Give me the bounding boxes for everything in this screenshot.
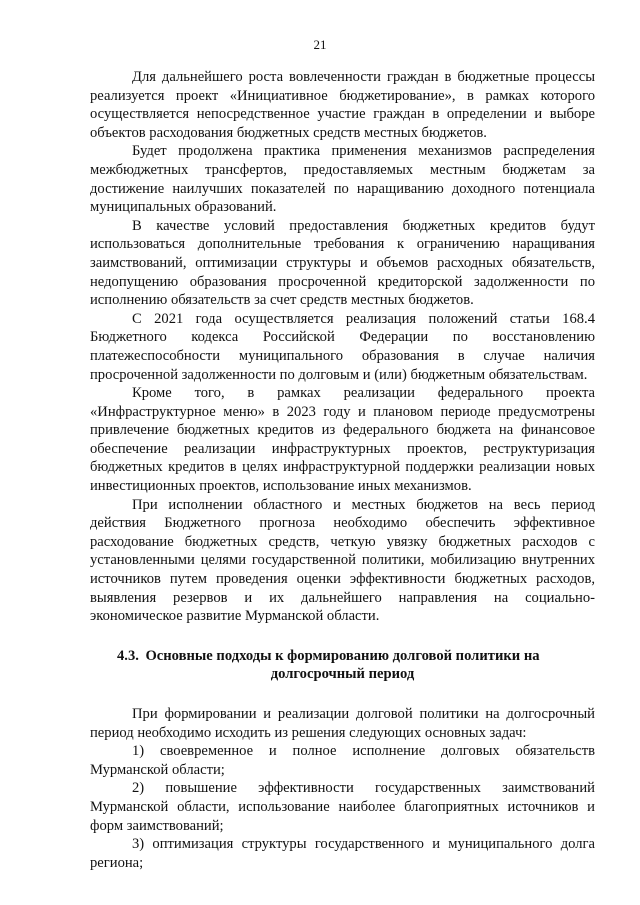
paragraph: При формировании и реализации долговой политики на долгосрочный период необходимо исходить из решения следующих основных задач: (90, 706, 595, 741)
paragraph: Для дальнейшего роста вовлеченности граждан в бюджетные процессы реализуется проект «Инициативное бюджетирование», в рамках которого осуществляется непосредственное участие граждан в определении и выборе объектов расходования бюджетных средств местных бюджетов. (90, 69, 595, 141)
paragraph: С 2021 года осуществляется реализация положений статьи 168.4 Бюджетного кодекса Российской Федерации по восстановлению платежеспособности муниципального образования в случае наличия просроченной задолженности по долговым и (или) бюджетным обязательствам. (90, 310, 595, 383)
paragraph: Будет продолжена практика применения механизмов распределения межбюджетных трансфертов, предоставляемых местным бюджетам за достижение наилучших показателей по наращиванию доходного потенциала муниципальных образований. (90, 143, 595, 216)
document-body (90, 68, 595, 872)
list-item: 3) оптимизация структуры государственного и муниципального долга региона; (90, 836, 595, 871)
list-item: 1) своевременное и полное исполнение долговых обязательств Мурманской области; (90, 743, 595, 778)
list-item: 2) повышение эффективности государственных заимствований Мурманской области, использование наиболее благоприятных источников и форм заимствований; (90, 780, 595, 834)
section-title: Основные подходы к формированию долговой политики на долгосрочный период (145, 647, 540, 683)
section-number: 4.3. (117, 647, 139, 664)
paragraph: В качестве условий предоставления бюджетных кредитов будут использоваться дополнительные требования к ограничению наращивания заимствований, оптимизации структуры и объемов расходных обязательств, недопущению образования просроченной кредиторской задолженности по исполнению обязательств за счет средств местных бюджетов. (90, 217, 595, 309)
section-heading (90, 647, 595, 684)
page-number: 21 (313, 37, 327, 52)
paragraph: При исполнении областного и местных бюджетов на весь период действия Бюджетного прогноза необходимо обеспечить эффективное расходование бюджетных средств, четкую увязку бюджетных расходов с установленными целями государственной политики, мобилизацию внутренних источников путем проведения оценки эффективности бюджетных расходов, выявления резервов и их дальнейшего направления на социально-экономическое развитие Мурманской области. (90, 496, 595, 625)
paragraph: Кроме того, в рамках реализации федерального проекта «Инфраструктурное меню» в 2023 году и плановом периоде предусмотрены привлечение бюджетных кредитов из федерального бюджета на финансовое обеспечение реализации инфраструктурных проектов, реструктуризация бюджетных кредитов в целях инфраструктурной поддержки реализации новых инвестиционных проектов, использование иных механизмов. (90, 385, 595, 495)
